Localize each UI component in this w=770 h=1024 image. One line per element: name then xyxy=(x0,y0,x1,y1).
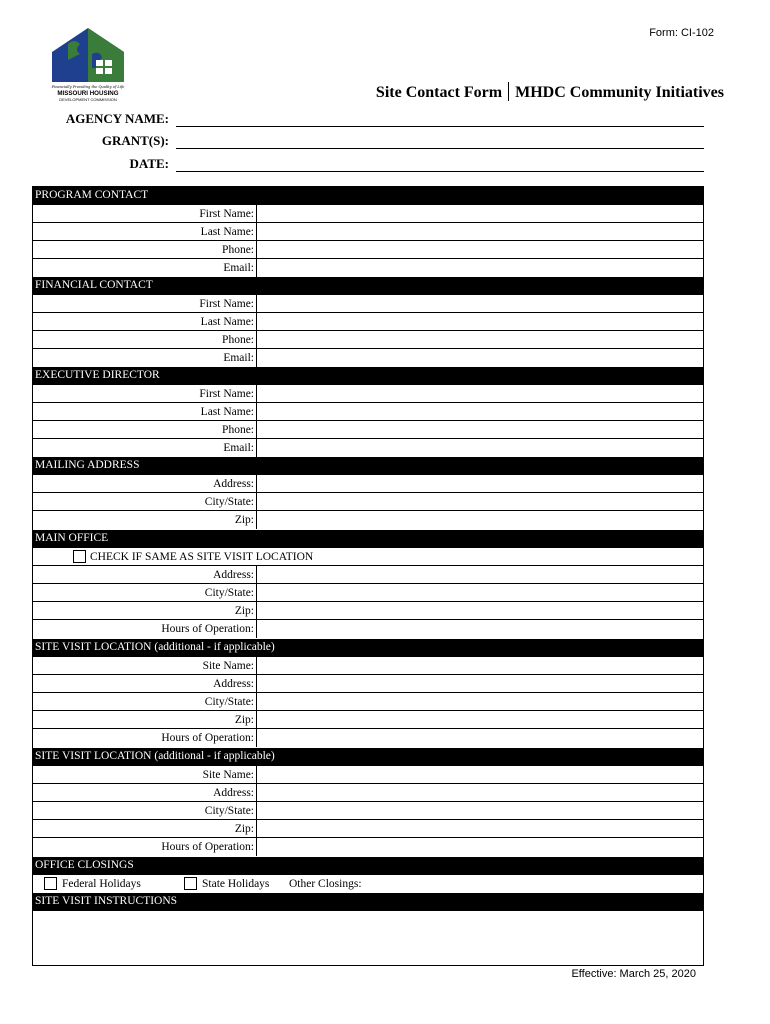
field-label: First Name: xyxy=(199,298,254,310)
field-label: Zip: xyxy=(234,823,254,835)
federal-holidays-label: Federal Holidays xyxy=(62,878,141,890)
field-label: Email: xyxy=(223,442,254,454)
state-holidays-label: State Holidays xyxy=(202,878,270,890)
site2-name-row[interactable] xyxy=(33,766,703,784)
mailing-address-row[interactable] xyxy=(33,475,703,493)
field-label: City/State: xyxy=(204,805,254,817)
program-last-name-input[interactable] xyxy=(256,223,703,240)
site1-city-state-input[interactable] xyxy=(256,693,703,710)
agency-name-line[interactable] xyxy=(176,126,704,127)
office-city-state-row[interactable] xyxy=(33,584,703,602)
field-label: Last Name: xyxy=(200,316,254,328)
financial-phone-row[interactable] xyxy=(33,331,703,349)
office-closings-header: OFFICE CLOSINGS xyxy=(33,857,703,875)
field-label: Phone: xyxy=(222,334,254,346)
site-visit-instructions-header: SITE VISIT INSTRUCTIONS xyxy=(33,893,703,911)
site1-name-row[interactable] xyxy=(33,657,703,675)
program-first-name-input[interactable] xyxy=(256,205,703,222)
program-phone-row[interactable] xyxy=(33,241,703,259)
site2-hours-row[interactable] xyxy=(33,838,703,856)
site1-name-input[interactable] xyxy=(256,657,703,674)
field-label: First Name: xyxy=(199,388,254,400)
effective-date: Effective: March 25, 2020 xyxy=(571,968,696,980)
svg-text:MISSOURI HOUSING: MISSOURI HOUSING xyxy=(57,90,119,97)
office-closings-row xyxy=(33,875,703,893)
field-label: First Name: xyxy=(199,208,254,220)
same-as-site-row[interactable] xyxy=(33,548,703,566)
office-zip-row[interactable] xyxy=(33,602,703,620)
mailing-address-header: MAILING ADDRESS xyxy=(33,457,703,475)
state-holidays-checkbox[interactable] xyxy=(184,877,197,890)
field-label: Hours of Operation: xyxy=(161,732,254,744)
site-visit-2-header: SITE VISIT LOCATION (additional - if applicable) xyxy=(33,748,703,766)
title-divider xyxy=(508,82,509,101)
field-label: Last Name: xyxy=(200,226,254,238)
director-phone-row[interactable] xyxy=(33,421,703,439)
field-label: Email: xyxy=(223,352,254,364)
field-label: City/State: xyxy=(204,587,254,599)
date-label: DATE: xyxy=(129,156,169,171)
svg-text:DEVELOPMENT COMMISSION: DEVELOPMENT COMMISSION xyxy=(59,97,117,102)
site2-zip-input[interactable] xyxy=(256,820,703,837)
director-phone-input[interactable] xyxy=(256,421,703,438)
grants-field[interactable] xyxy=(40,131,704,151)
site1-address-input[interactable] xyxy=(256,675,703,692)
mailing-city-state-row[interactable] xyxy=(33,493,703,511)
director-first-name-input[interactable] xyxy=(256,385,703,402)
field-label: Last Name: xyxy=(200,406,254,418)
site1-zip-row[interactable] xyxy=(33,711,703,729)
field-label: Zip: xyxy=(234,605,254,617)
field-label: Site Name: xyxy=(202,769,254,781)
financial-last-name-row[interactable] xyxy=(33,313,703,331)
field-label: Address: xyxy=(213,478,254,490)
site-visit-instructions-area[interactable] xyxy=(33,914,703,965)
program-last-name-row[interactable] xyxy=(33,223,703,241)
field-label: Hours of Operation: xyxy=(161,841,254,853)
director-email-row[interactable] xyxy=(33,439,703,457)
page-title xyxy=(376,82,724,102)
field-label: Zip: xyxy=(234,714,254,726)
title-form-name: Site Contact Form xyxy=(375,84,503,101)
director-last-name-input[interactable] xyxy=(256,403,703,420)
form-number: Form: CI-102 xyxy=(649,27,714,39)
mailing-city-state-input[interactable] xyxy=(256,493,703,510)
program-email-input[interactable] xyxy=(256,259,703,277)
office-hours-input[interactable] xyxy=(256,620,703,638)
same-as-site-checkbox[interactable] xyxy=(73,550,86,563)
federal-holidays-checkbox[interactable] xyxy=(44,877,57,890)
financial-first-name-row[interactable] xyxy=(33,295,703,313)
mailing-address-input[interactable] xyxy=(256,475,703,492)
date-line[interactable] xyxy=(176,171,704,172)
site1-hours-row[interactable] xyxy=(33,729,703,747)
site2-address-row[interactable] xyxy=(33,784,703,802)
mhdc-logo xyxy=(48,24,128,104)
site1-city-state-row[interactable] xyxy=(33,693,703,711)
financial-email-input[interactable] xyxy=(256,349,703,367)
site1-hours-input[interactable] xyxy=(256,729,703,747)
financial-email-row[interactable] xyxy=(33,349,703,367)
field-label: Phone: xyxy=(222,244,254,256)
office-city-state-input[interactable] xyxy=(256,584,703,601)
program-phone-input[interactable] xyxy=(256,241,703,258)
field-label: Address: xyxy=(213,678,254,690)
site2-address-input[interactable] xyxy=(256,784,703,801)
field-label: Hours of Operation: xyxy=(161,623,254,635)
site2-city-state-row[interactable] xyxy=(33,802,703,820)
director-last-name-row[interactable] xyxy=(33,403,703,421)
site2-hours-input[interactable] xyxy=(256,838,703,856)
field-label: Site Name: xyxy=(202,660,254,672)
site1-address-row[interactable] xyxy=(33,675,703,693)
same-as-site-label: CHECK IF SAME AS SITE VISIT LOCATION xyxy=(90,551,314,563)
field-label: Address: xyxy=(213,569,254,581)
site1-zip-input[interactable] xyxy=(256,711,703,728)
form-body xyxy=(32,186,704,966)
financial-first-name-input[interactable] xyxy=(256,295,703,312)
agency-name-label: AGENCY NAME: xyxy=(65,111,169,126)
site2-name-input[interactable] xyxy=(256,766,703,783)
director-first-name-row[interactable] xyxy=(33,385,703,403)
title-program-name: MHDC Community Initiatives xyxy=(515,84,724,101)
mailing-zip-input[interactable] xyxy=(256,511,703,529)
agency-name-field[interactable] xyxy=(40,109,704,129)
field-label: City/State: xyxy=(204,696,254,708)
executive-director-header: EXECUTIVE DIRECTOR xyxy=(33,367,703,385)
financial-phone-input[interactable] xyxy=(256,331,703,348)
grants-label: GRANT(S): xyxy=(101,133,169,148)
office-zip-input[interactable] xyxy=(256,602,703,619)
svg-text:Financially Providing the Qual: Financially Providing the Quality of Life xyxy=(51,85,125,89)
program-first-name-row[interactable] xyxy=(33,205,703,223)
field-label: Phone: xyxy=(222,424,254,436)
office-address-row[interactable] xyxy=(33,566,703,584)
office-hours-row[interactable] xyxy=(33,620,703,638)
financial-last-name-input[interactable] xyxy=(256,313,703,330)
financial-contact-header: FINANCIAL CONTACT xyxy=(33,277,703,295)
site-visit-1-header: SITE VISIT LOCATION (additional - if applicable) xyxy=(33,639,703,657)
program-email-row[interactable] xyxy=(33,259,703,277)
mailing-zip-row[interactable] xyxy=(33,511,703,529)
grants-line[interactable] xyxy=(176,148,704,149)
field-label: Address: xyxy=(213,787,254,799)
office-address-input[interactable] xyxy=(256,566,703,583)
program-contact-header: PROGRAM CONTACT xyxy=(33,187,703,205)
site2-zip-row[interactable] xyxy=(33,820,703,838)
site2-city-state-input[interactable] xyxy=(256,802,703,819)
director-email-input[interactable] xyxy=(256,439,703,457)
date-field[interactable] xyxy=(40,154,704,174)
other-closings-label: Other Closings: xyxy=(289,878,362,890)
field-label: City/State: xyxy=(204,496,254,508)
main-office-header: MAIN OFFICE xyxy=(33,530,703,548)
field-label: Zip: xyxy=(234,514,254,526)
field-label: Email: xyxy=(223,262,254,274)
